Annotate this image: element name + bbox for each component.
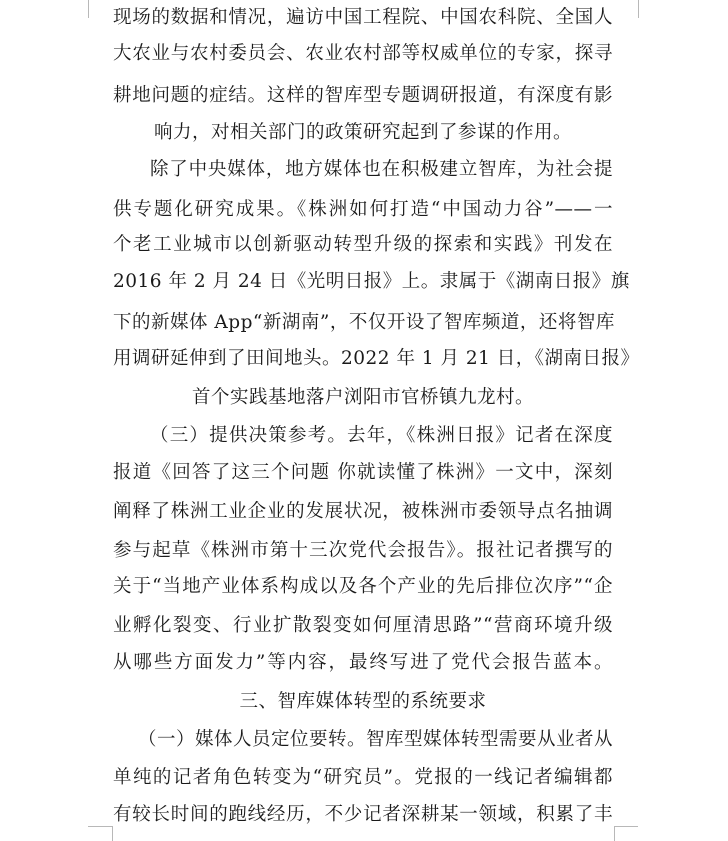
paragraph-first-line: 除了中央媒体，地方媒体也在积极建立智库，为社会提 [150,159,613,180]
margin-mark-bottom-left-h [88,826,112,827]
body-text-line: 耕地问题的症结。这样的智库型专题调研报道，有深度有影 [113,85,613,106]
body-text-line: 业孵化裂变、行业扩散裂变如何厘清思路”“营商环境升级 [113,615,613,636]
margin-mark-bottom-right-h [614,826,638,827]
body-text-line: 现场的数据和情况，遍访中国工程院、中国农科院、全国人 [113,7,613,28]
body-text-line: 供专题化研究成果。《株洲如何打造“中国动力谷”——一 [113,199,613,220]
body-text-line: 有较长时间的跑线经历，不少记者深耕某一领域，积累了丰 [113,804,613,825]
margin-mark-top-right [638,0,639,18]
body-text-line: 大农业与农村委员会、农业农村部等权威单位的专家，探寻 [113,43,613,64]
body-text-line: 阐释了株洲工业企业的发展状况，被株洲市委领导点名抽调 [113,501,613,522]
margin-mark-bottom-right-v [614,826,615,841]
paragraph-end-line: 响力，对相关部门的政策研究起到了参谋的作用。 [153,122,572,143]
body-text-line: 用调研延伸到了田间地头。2022 年 1 月 21 日，《湖南日报》 [113,348,640,369]
paragraph-end-line: 首个实践基地落户浏阳市官桥镇九龙村。 [191,387,534,408]
section-heading: 三、智库媒体转型的系统要求 [239,691,487,712]
body-text-line: 参与起草《株洲市第十三次党代会报告》。报社记者撰写的 [113,540,613,561]
margin-mark-top-left [88,0,89,18]
body-text-line: 从哪些方面发力”等内容，最终写进了党代会报告蓝本。 [113,652,613,673]
body-text-line: 2016 年 2 月 24 日《光明日报》上。隶属于《湖南日报》旗 [113,271,630,292]
body-text-line: 个老工业城市以创新驱动转型升级的探索和实践》刊发在 [113,234,613,255]
paragraph-first-line: （三）提供决策参考。去年，《株洲日报》记者在深度 [150,425,613,446]
body-text-line: 下的新媒体 App“新湖南”，不仅开设了智库频道，还将智库 [113,312,615,333]
body-text-line: 关于“当地产业体系构成以及各个产业的先后排位次序”“企 [113,576,613,597]
body-text-line: 单纯的记者角色转变为“研究员”。党报的一线记者编辑都 [113,767,613,788]
body-text-line: 报道《回答了这三个问题 你就读懂了株洲》一文中，深刻 [113,462,613,483]
paragraph-first-line: （一）媒体人员定位要转。智库型媒体转型需要从业者从 [138,729,614,750]
